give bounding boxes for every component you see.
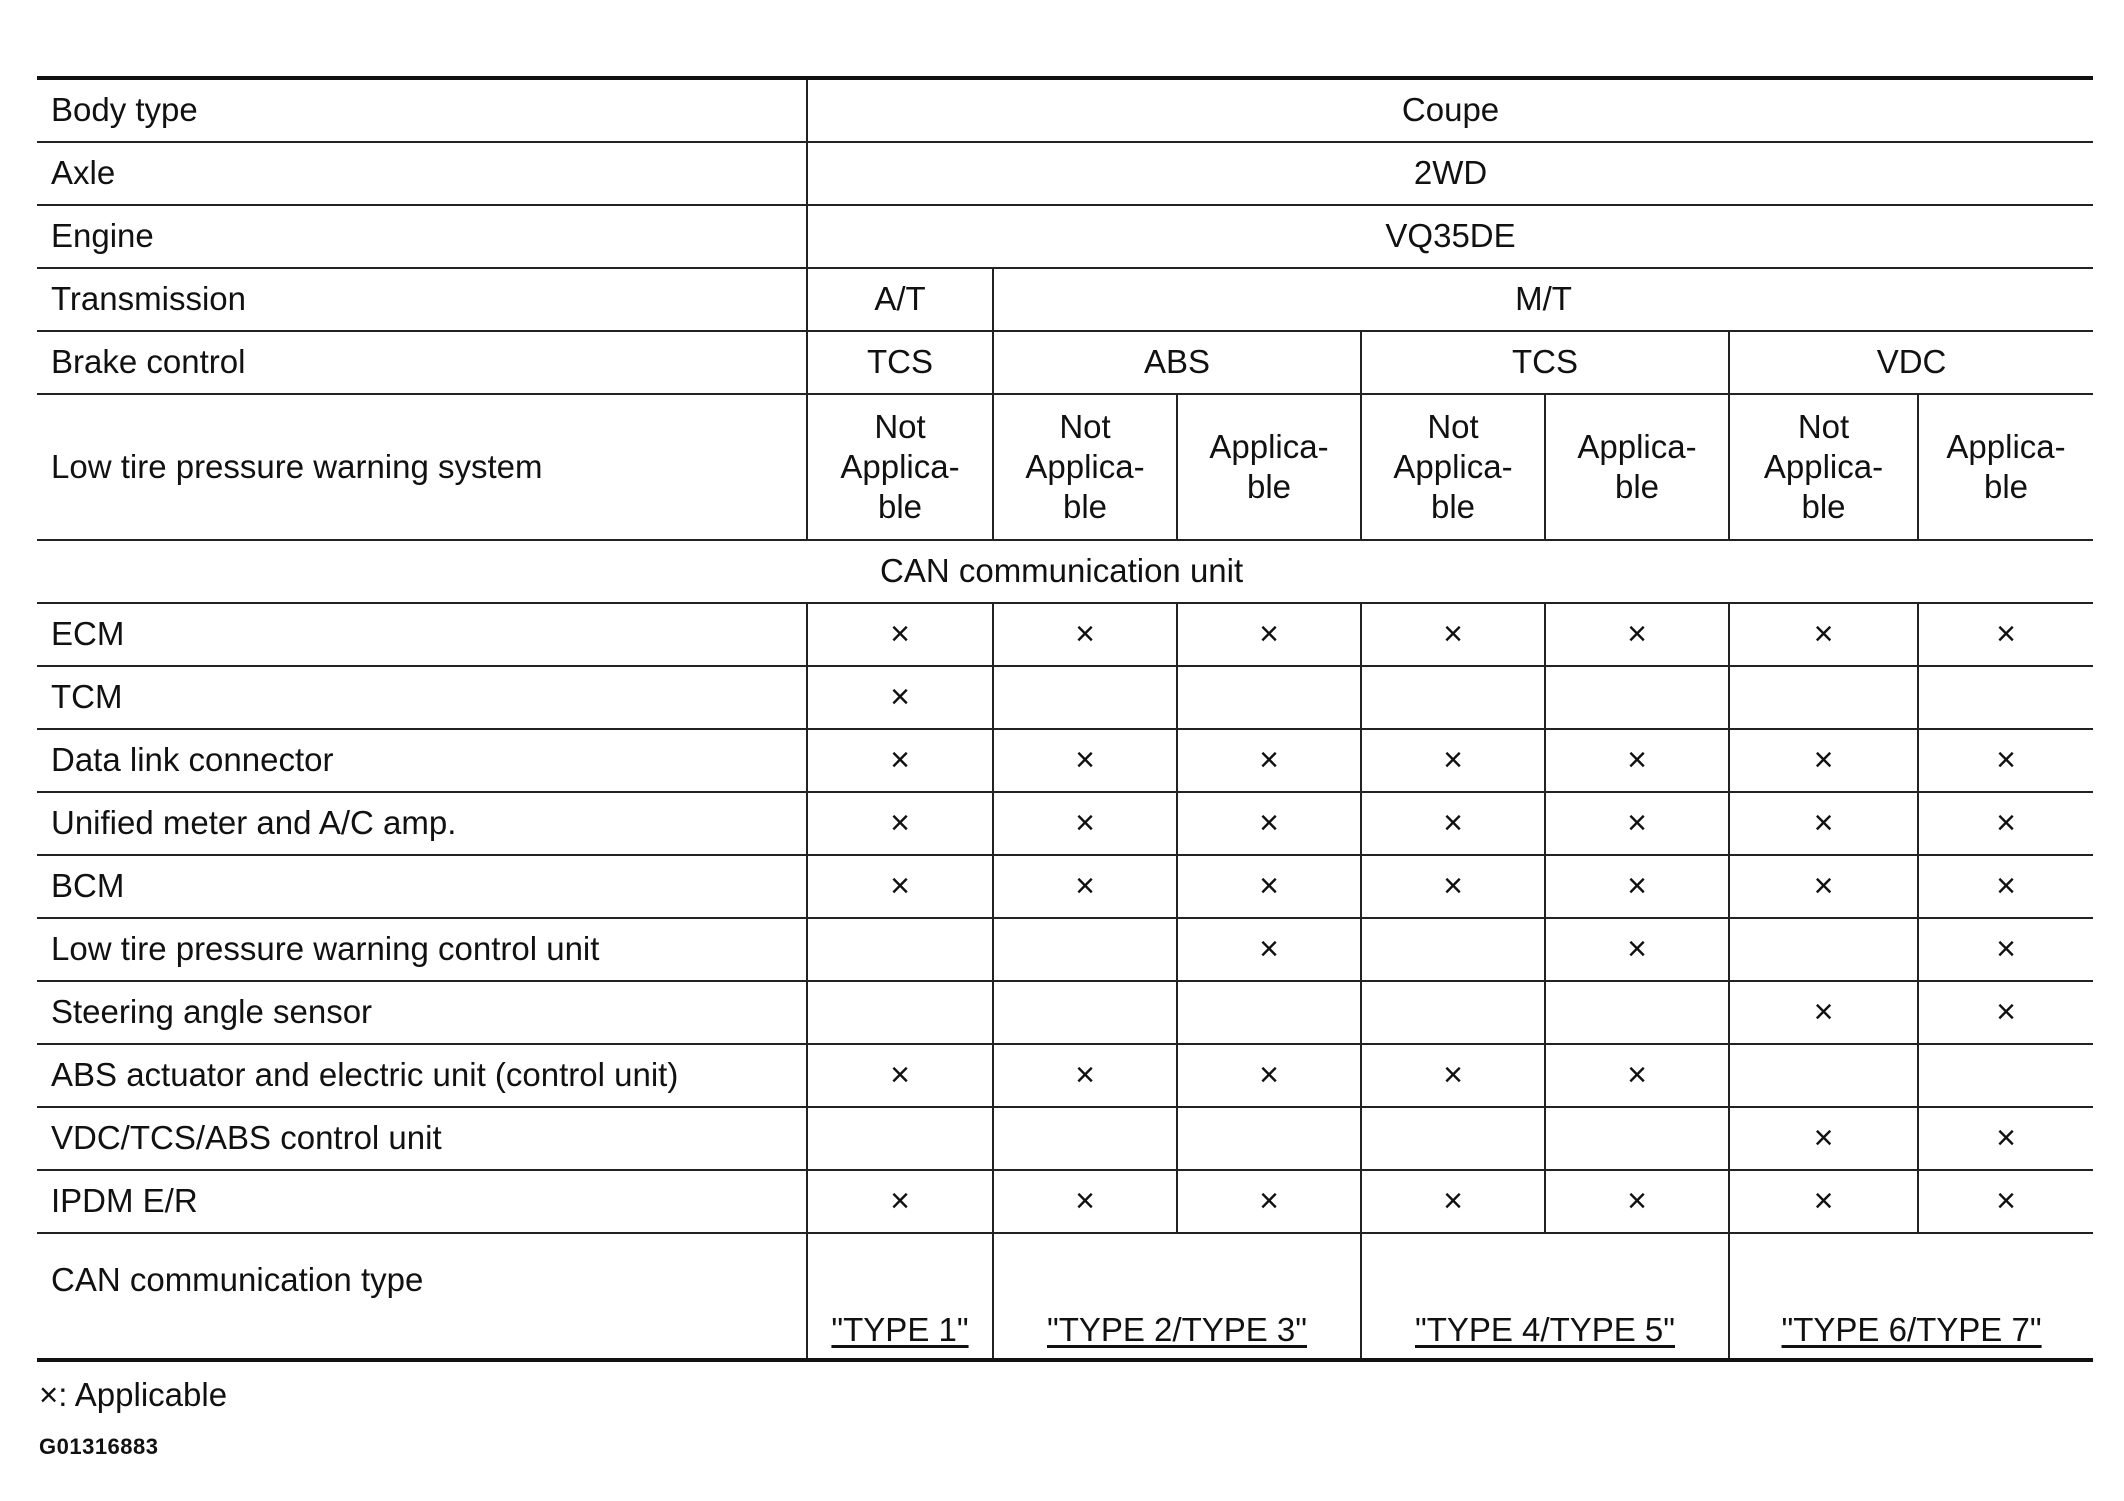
figure-id: G01316883	[39, 1434, 159, 1459]
section-title: CAN communication unit	[37, 540, 2093, 603]
applicability-cell	[1729, 1107, 1918, 1170]
unit-name: Unified meter and A/C amp.	[37, 792, 807, 855]
unit-name: VDC/TCS/ABS control unit	[37, 1107, 807, 1170]
row-label-brake-control: Brake control	[37, 331, 807, 394]
applicable-mark: ×	[890, 677, 910, 716]
applicability-cell	[1918, 855, 2093, 918]
applicable-mark: ×	[1813, 1181, 1834, 1220]
low-tire-value: Applica- ble	[1177, 394, 1361, 540]
unit-name: BCM	[37, 855, 807, 918]
applicable-mark: ×	[1443, 1181, 1463, 1220]
applicability-cell	[807, 1170, 993, 1233]
row-body-type	[37, 78, 2093, 142]
applicability-cell	[1177, 855, 1361, 918]
applicability-cell	[1177, 1170, 1361, 1233]
applicable-mark: ×	[1996, 740, 2016, 779]
brake-control-value: VDC	[1729, 331, 2093, 394]
applicability-cell	[1918, 666, 2093, 729]
applicability-cell	[1361, 666, 1545, 729]
low-tire-value: Not Applica- ble	[1729, 394, 1918, 540]
applicability-cell	[1918, 603, 2093, 666]
applicability-cell	[993, 1170, 1177, 1233]
applicability-cell	[807, 918, 993, 981]
applicable-mark: ×	[890, 866, 910, 905]
applicability-cell	[1177, 981, 1361, 1044]
applicability-cell	[993, 792, 1177, 855]
table-row	[37, 1044, 2093, 1107]
table-row	[37, 1170, 2093, 1233]
applicable-mark: ×	[1996, 992, 2016, 1031]
applicability-cell	[1729, 729, 1918, 792]
unit-name: IPDM E/R	[37, 1170, 807, 1233]
applicability-cell	[1918, 729, 2093, 792]
applicable-mark: ×	[1443, 803, 1463, 842]
applicability-cell	[1361, 1107, 1545, 1170]
table-row	[37, 603, 2093, 666]
applicable-mark: ×	[890, 803, 910, 842]
can-unit-table	[37, 76, 2093, 1362]
unit-name: Low tire pressure warning control unit	[37, 918, 807, 981]
applicability-cell	[1545, 1107, 1729, 1170]
body-type-value: Coupe	[807, 78, 2093, 142]
applicability-cell	[1918, 792, 2093, 855]
applicability-cell	[1918, 918, 2093, 981]
applicability-cell	[807, 1107, 993, 1170]
applicability-cell	[1729, 918, 1918, 981]
applicable-mark: ×	[1813, 992, 1834, 1031]
brake-control-value: TCS	[807, 331, 993, 394]
row-section-title	[37, 540, 2093, 603]
row-label-axle: Axle	[37, 142, 807, 205]
applicability-cell	[1729, 981, 1918, 1044]
table-row	[37, 855, 2093, 918]
applicability-cell	[1361, 981, 1545, 1044]
applicable-mark: ×	[1996, 803, 2016, 842]
applicability-cell	[1545, 918, 1729, 981]
row-label-body-type: Body type	[37, 78, 807, 142]
applicable-mark: ×	[1075, 866, 1095, 905]
applicability-cell	[1361, 1170, 1545, 1233]
applicability-cell	[1729, 1044, 1918, 1107]
can-type-link[interactable]: "TYPE 6/TYPE 7"	[1781, 1310, 2042, 1348]
table-row	[37, 792, 2093, 855]
low-tire-value: Not Applica- ble	[993, 394, 1177, 540]
applicability-cell	[1545, 855, 1729, 918]
row-label-transmission: Transmission	[37, 268, 807, 331]
applicability-cell	[1361, 918, 1545, 981]
can-type-cell	[1361, 1233, 1729, 1360]
applicability-cell	[1177, 792, 1361, 855]
applicable-mark: ×	[1259, 740, 1279, 779]
applicable-mark: ×	[890, 740, 910, 779]
row-low-tire-system	[37, 394, 2093, 540]
applicable-mark: ×	[1259, 1181, 1279, 1220]
applicable-mark: ×	[1813, 803, 1834, 842]
brake-control-value: ABS	[993, 331, 1361, 394]
applicable-mark: ×	[1259, 803, 1279, 842]
low-tire-value: Not Applica- ble	[1361, 394, 1545, 540]
applicable-mark: ×	[1627, 1055, 1647, 1094]
applicability-cell	[1177, 918, 1361, 981]
applicable-mark: ×	[1259, 866, 1279, 905]
unit-name: TCM	[37, 666, 807, 729]
applicable-mark: ×	[1259, 614, 1279, 653]
applicability-cell	[1545, 792, 1729, 855]
applicability-cell	[807, 792, 993, 855]
applicable-mark: ×	[1996, 929, 2016, 968]
applicability-cell	[1918, 1044, 2093, 1107]
applicability-cell	[807, 729, 993, 792]
applicability-cell	[1729, 855, 1918, 918]
applicable-mark: ×	[1443, 740, 1463, 779]
applicability-cell	[1545, 1044, 1729, 1107]
applicability-cell	[1729, 666, 1918, 729]
applicability-cell	[1545, 666, 1729, 729]
can-type-cell	[993, 1233, 1361, 1360]
table-row	[37, 666, 2093, 729]
applicability-cell	[1361, 1044, 1545, 1107]
applicability-cell	[993, 666, 1177, 729]
applicability-cell	[993, 1044, 1177, 1107]
table-body	[37, 78, 2093, 1360]
applicable-mark: ×	[890, 1181, 910, 1220]
applicability-cell	[1361, 729, 1545, 792]
table-row	[37, 1107, 2093, 1170]
applicability-cell	[993, 855, 1177, 918]
applicability-cell	[1545, 729, 1729, 792]
applicability-cell	[993, 729, 1177, 792]
can-type-cell	[1729, 1233, 2093, 1360]
can-type-link[interactable]: "TYPE 2/TYPE 3"	[1046, 1310, 1308, 1348]
can-system-document	[37, 76, 2093, 1460]
row-transmission	[37, 268, 2093, 331]
applicable-mark: ×	[1996, 866, 2016, 905]
legend-note: ×: Applicable	[39, 1376, 228, 1413]
applicable-mark: ×	[1259, 929, 1279, 968]
applicability-cell	[993, 603, 1177, 666]
applicability-cell	[1729, 603, 1918, 666]
applicability-cell	[993, 918, 1177, 981]
applicable-mark: ×	[1075, 1055, 1095, 1094]
applicable-mark: ×	[1627, 614, 1647, 653]
applicability-cell	[1918, 981, 2093, 1044]
applicable-mark: ×	[1627, 866, 1647, 905]
can-type-link[interactable]: "TYPE 1"	[831, 1310, 969, 1348]
applicable-mark: ×	[1075, 803, 1095, 842]
applicable-mark: ×	[1813, 740, 1834, 779]
can-type-link[interactable]: "TYPE 4/TYPE 5"	[1414, 1310, 1676, 1348]
row-brake-control	[37, 331, 2093, 394]
table-row	[37, 918, 2093, 981]
applicable-mark: ×	[1259, 1055, 1279, 1094]
can-type-cell	[807, 1233, 993, 1360]
engine-value: VQ35DE	[807, 205, 2093, 268]
applicable-mark: ×	[1627, 929, 1647, 968]
applicability-cell	[1918, 1107, 2093, 1170]
applicability-cell	[1177, 729, 1361, 792]
applicable-mark: ×	[1627, 803, 1647, 842]
applicable-mark: ×	[1443, 866, 1463, 905]
applicability-cell	[807, 603, 993, 666]
applicable-mark: ×	[1996, 1181, 2016, 1220]
applicable-mark: ×	[1813, 614, 1834, 653]
applicable-mark: ×	[1996, 614, 2016, 653]
applicability-cell	[807, 1044, 993, 1107]
table-row	[37, 981, 2093, 1044]
applicable-mark: ×	[1996, 1118, 2016, 1157]
applicable-mark: ×	[1075, 1181, 1095, 1220]
transmission-value: A/T	[807, 268, 993, 331]
applicability-cell	[807, 981, 993, 1044]
applicable-mark: ×	[1813, 1118, 1834, 1157]
unit-name: ABS actuator and electric unit (control unit)	[37, 1044, 807, 1107]
unit-name: Data link connector	[37, 729, 807, 792]
row-label-engine: Engine	[37, 205, 807, 268]
applicable-mark: ×	[1443, 1055, 1463, 1094]
applicable-mark: ×	[1813, 866, 1834, 905]
row-can-communication-type	[37, 1233, 2093, 1360]
low-tire-value: Applica- ble	[1918, 394, 2093, 540]
applicability-cell	[1361, 792, 1545, 855]
applicability-cell	[807, 666, 993, 729]
brake-control-value: TCS	[1361, 331, 1729, 394]
applicability-cell	[1177, 666, 1361, 729]
applicability-cell	[1177, 1107, 1361, 1170]
applicable-mark: ×	[1075, 740, 1095, 779]
applicability-cell	[1545, 1170, 1729, 1233]
unit-name: ECM	[37, 603, 807, 666]
applicable-mark: ×	[1627, 1181, 1647, 1220]
applicable-mark: ×	[1075, 614, 1095, 653]
applicability-cell	[1918, 1170, 2093, 1233]
applicability-cell	[1361, 603, 1545, 666]
applicable-mark: ×	[1627, 740, 1647, 779]
applicability-cell	[1177, 603, 1361, 666]
low-tire-value: Applica- ble	[1545, 394, 1729, 540]
applicability-cell	[807, 855, 993, 918]
row-label-low-tire-system: Low tire pressure warning system	[37, 394, 807, 540]
applicability-cell	[1545, 981, 1729, 1044]
applicability-cell	[1729, 1170, 1918, 1233]
applicability-cell	[1361, 855, 1545, 918]
transmission-value: M/T	[993, 268, 2093, 331]
row-axle	[37, 142, 2093, 205]
applicability-cell	[1545, 603, 1729, 666]
applicable-mark: ×	[890, 1055, 910, 1094]
row-engine	[37, 205, 2093, 268]
applicability-cell	[993, 981, 1177, 1044]
unit-name: Steering angle sensor	[37, 981, 807, 1044]
applicable-mark: ×	[890, 614, 910, 653]
applicability-cell	[1177, 1044, 1361, 1107]
axle-value: 2WD	[807, 142, 2093, 205]
table-row	[37, 729, 2093, 792]
row-label-can-type: CAN communication type	[37, 1233, 807, 1360]
applicable-mark: ×	[1443, 614, 1463, 653]
low-tire-value: Not Applica- ble	[807, 394, 993, 540]
applicability-cell	[993, 1107, 1177, 1170]
applicability-cell	[1729, 792, 1918, 855]
